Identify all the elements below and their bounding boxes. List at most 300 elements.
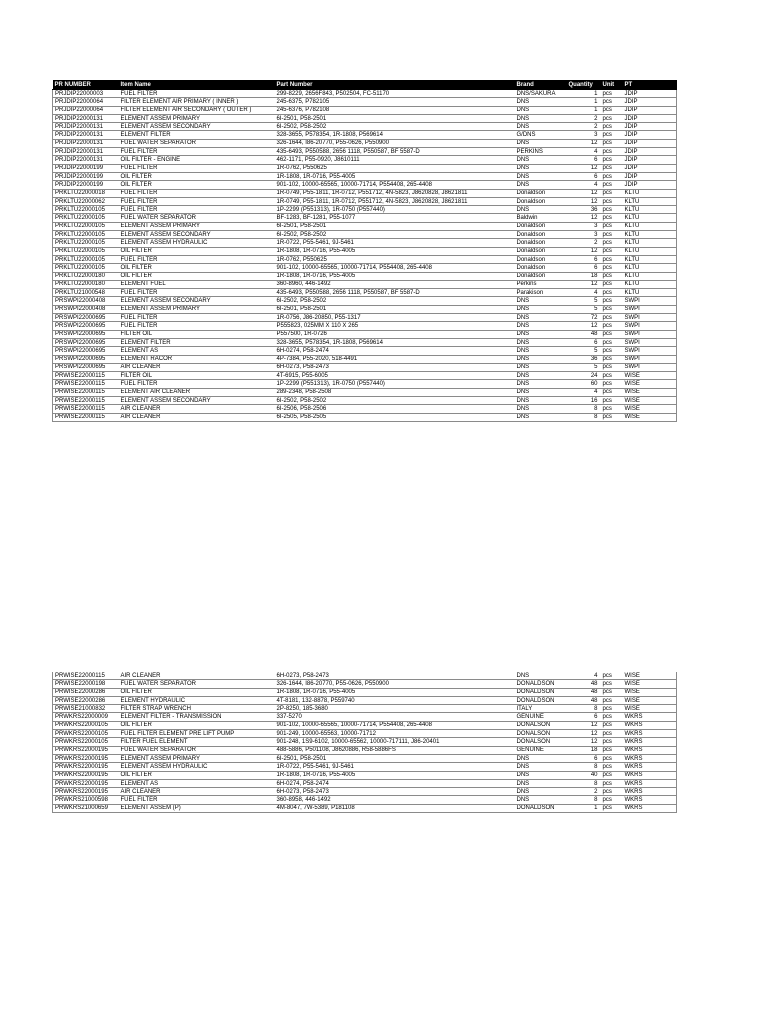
pt-cell: JDIP — [623, 106, 677, 114]
quantity-cell: 1 — [567, 804, 601, 812]
quantity-cell: 1 — [567, 90, 601, 98]
unit-cell: pcs — [601, 272, 623, 280]
unit-cell: pcs — [601, 788, 623, 796]
quantity-cell: 6 — [567, 338, 601, 346]
part-number-cell: 4T-8181, 132-8878, P559740 — [275, 696, 515, 704]
pt-cell: WKRS — [623, 779, 677, 787]
item-name-cell: ELEMENT ASSEM HYDRAULIC — [119, 763, 275, 771]
table-row — [53, 771, 677, 779]
table-row — [53, 222, 677, 230]
unit-cell: pcs — [601, 172, 623, 180]
brand-cell: DNS — [515, 314, 567, 322]
part-number-cell: 1R-0749, P55-1811, 1R-0712, P551712, 4N-5823, J8620828, J8621811 — [275, 189, 515, 197]
quantity-cell: 12 — [567, 197, 601, 205]
item-name-cell: FUEL FILTER — [119, 255, 275, 263]
table-row — [53, 197, 677, 205]
brand-cell: GENUINE — [515, 713, 567, 721]
unit-cell: pcs — [601, 804, 623, 812]
pt-cell: JDIP — [623, 156, 677, 164]
pr-number-cell: PRKLTU22000105 — [53, 264, 119, 272]
unit-cell: pcs — [601, 131, 623, 139]
item-name-cell: ELEMENT RACOR — [119, 355, 275, 363]
pr-number-cell: PRKLTU22000180 — [53, 272, 119, 280]
unit-cell: pcs — [601, 705, 623, 713]
pr-number-cell: PRJDIP22000064 — [53, 106, 119, 114]
pr-table-top — [52, 80, 677, 422]
table-row — [53, 779, 677, 787]
item-name-cell: ELEMENT AS — [119, 779, 275, 787]
brand-cell: DONALSON — [515, 730, 567, 738]
table-row — [53, 804, 677, 812]
unit-cell: pcs — [601, 197, 623, 205]
part-number-cell: 360-8960, 446-1492 — [275, 280, 515, 288]
table-row — [53, 347, 677, 355]
pt-cell: WKRS — [623, 754, 677, 762]
item-name-cell: FUEL WATER SEPARATOR — [119, 214, 275, 222]
quantity-cell: 12 — [567, 164, 601, 172]
pt-cell: KLTU — [623, 231, 677, 239]
item-name-cell: FILTER FUEL ELEMENT — [119, 738, 275, 746]
pr-number-cell: PRKLTU22000180 — [53, 280, 119, 288]
brand-cell: DONALSON — [515, 721, 567, 729]
brand-cell: DNS — [515, 305, 567, 313]
quantity-cell: 6 — [567, 713, 601, 721]
unit-cell: pcs — [601, 796, 623, 804]
table-row — [53, 164, 677, 172]
unit-cell: pcs — [601, 148, 623, 156]
table-row — [53, 788, 677, 796]
pt-cell: WISE — [623, 372, 677, 380]
pr-number-cell: PRSWPI22000408 — [53, 297, 119, 305]
brand-cell: Parakison — [515, 289, 567, 297]
pt-cell: KLTU — [623, 272, 677, 280]
part-number-cell: 245-6376, P782108 — [275, 106, 515, 114]
pt-cell: JDIP — [623, 98, 677, 106]
item-name-cell: ELEMENT FUEL — [119, 280, 275, 288]
brand-cell: Baldwin — [515, 214, 567, 222]
pt-cell: KLTU — [623, 289, 677, 297]
part-number-cell: 1P-2299 (P551313), 1R-0750 (P557440) — [275, 206, 515, 214]
quantity-cell: 8 — [567, 796, 601, 804]
item-name-cell: AIR CLEANER — [119, 405, 275, 413]
quantity-cell: 48 — [567, 680, 601, 688]
brand-cell: DNS/SAKURA — [515, 90, 567, 98]
quantity-cell: 72 — [567, 314, 601, 322]
col-item-name: Item Name — [119, 80, 275, 90]
part-number-cell: 289-2348, P58-2508 — [275, 388, 515, 396]
pt-cell: WISE — [623, 696, 677, 704]
part-number-cell: 1R-1808, 1R-0716, P55-4005 — [275, 247, 515, 255]
col-brand: Brand — [515, 80, 567, 90]
brand-cell: ITALY — [515, 705, 567, 713]
unit-cell: pcs — [601, 688, 623, 696]
part-number-cell: 1P-2299 (P551313), 1R-0750 (P557440) — [275, 380, 515, 388]
pt-cell: WKRS — [623, 746, 677, 754]
pr-number-cell: PRWISE22000115 — [53, 413, 119, 421]
table-row — [53, 139, 677, 147]
pr-number-cell: PRJDIP22000199 — [53, 181, 119, 189]
header-row — [53, 80, 677, 90]
unit-cell: pcs — [601, 264, 623, 272]
brand-cell: PERKINS — [515, 148, 567, 156]
pt-cell: WKRS — [623, 738, 677, 746]
quantity-cell: 3 — [567, 222, 601, 230]
pr-number-cell: PRWKRS22000105 — [53, 730, 119, 738]
quantity-cell: 6 — [567, 156, 601, 164]
quantity-cell: 48 — [567, 330, 601, 338]
quantity-cell: 5 — [567, 347, 601, 355]
quantity-cell: 1 — [567, 106, 601, 114]
unit-cell: pcs — [601, 672, 623, 680]
item-name-cell: FUEL WATER SEPARATOR — [119, 746, 275, 754]
part-number-cell: 1R-1808, 1R-0716, P55-4005 — [275, 272, 515, 280]
table-row — [53, 123, 677, 131]
part-number-cell: 2P-8250, 185-3680 — [275, 705, 515, 713]
quantity-cell: 12 — [567, 189, 601, 197]
brand-cell: DNS — [515, 796, 567, 804]
part-number-cell: 245-6375, P782105 — [275, 98, 515, 106]
pt-cell: WKRS — [623, 796, 677, 804]
brand-cell: GENUINE — [515, 746, 567, 754]
pr-number-cell: PRJDIP22000003 — [53, 90, 119, 98]
unit-cell: pcs — [601, 771, 623, 779]
unit-cell: pcs — [601, 222, 623, 230]
item-name-cell: ELEMENT AS — [119, 347, 275, 355]
item-name-cell: ELEMENT FILTER - TRANSMISSION — [119, 713, 275, 721]
quantity-cell: 8 — [567, 705, 601, 713]
part-number-cell: 360-8958, 446-1492 — [275, 796, 515, 804]
pr-number-cell: PRWKRS22000195 — [53, 779, 119, 787]
table-row — [53, 796, 677, 804]
unit-cell: pcs — [601, 405, 623, 413]
item-name-cell: OIL FILTER — [119, 181, 275, 189]
quantity-cell: 6 — [567, 172, 601, 180]
table-row — [53, 696, 677, 704]
quantity-cell: 24 — [567, 372, 601, 380]
item-name-cell: OIL FILTER — [119, 247, 275, 255]
pt-cell: JDIP — [623, 114, 677, 122]
pr-number-cell: PRSWPI22000695 — [53, 347, 119, 355]
item-name-cell: OIL FILTER - ENGINE — [119, 156, 275, 164]
brand-cell: DNS — [515, 156, 567, 164]
pr-number-cell: PRJDIP22000131 — [53, 114, 119, 122]
pr-number-cell: PRSWPI22000695 — [53, 355, 119, 363]
brand-cell: DONALDSON — [515, 804, 567, 812]
unit-cell: pcs — [601, 338, 623, 346]
part-number-cell: 1R-0756, J86-20850, P55-1317 — [275, 314, 515, 322]
pr-number-cell: PRWISE22000115 — [53, 405, 119, 413]
quantity-cell: 1 — [567, 98, 601, 106]
pr-number-cell: PRWISE22000286 — [53, 688, 119, 696]
brand-cell: DNS — [515, 754, 567, 762]
item-name-cell: ELEMENT ASSEM (P) — [119, 804, 275, 812]
unit-cell: pcs — [601, 763, 623, 771]
item-name-cell: FUEL FILTER ELEMENT PRE LIFT PUMP — [119, 730, 275, 738]
table-row — [53, 388, 677, 396]
table-row — [53, 106, 677, 114]
item-name-cell: OIL FILTER — [119, 771, 275, 779]
part-number-cell: 1R-0762, P550625 — [275, 255, 515, 263]
pt-cell: KLTU — [623, 197, 677, 205]
brand-cell: DNS — [515, 106, 567, 114]
part-number-cell: 6I-2502, P58-2502 — [275, 231, 515, 239]
pt-cell: JDIP — [623, 139, 677, 147]
unit-cell: pcs — [601, 363, 623, 371]
unit-cell: pcs — [601, 314, 623, 322]
quantity-cell: 6 — [567, 754, 601, 762]
part-number-cell: 901-249, 10000-65563, 10000-71712 — [275, 730, 515, 738]
brand-cell: DNS — [515, 322, 567, 330]
col-unit: Unit — [601, 80, 623, 90]
quantity-cell: 5 — [567, 297, 601, 305]
brand-cell: Donaldson — [515, 222, 567, 230]
pr-number-cell: PRWISE22000115 — [53, 380, 119, 388]
table-row — [53, 746, 677, 754]
brand-cell: Donaldson — [515, 272, 567, 280]
pt-cell: SWPI — [623, 305, 677, 313]
brand-cell: DNS — [515, 363, 567, 371]
part-number-cell: 326-1644, I86-20770, P55-0626, P550900 — [275, 139, 515, 147]
pr-number-cell: PRWKRS22000105 — [53, 738, 119, 746]
pr-number-cell: PRSWPI22000695 — [53, 330, 119, 338]
part-number-cell: 6I-2505, P58-2505 — [275, 413, 515, 421]
quantity-cell: 5 — [567, 305, 601, 313]
unit-cell: pcs — [601, 330, 623, 338]
item-name-cell: FUEL FILTER — [119, 796, 275, 804]
part-number-cell: 1R-0722, P55-5461, 9J-5461 — [275, 239, 515, 247]
table-row — [53, 680, 677, 688]
pr-number-cell: PRJDIP22000131 — [53, 131, 119, 139]
pr-number-cell: PRSWPI22000695 — [53, 314, 119, 322]
table-row — [53, 206, 677, 214]
brand-cell: DNS — [515, 297, 567, 305]
part-number-cell: 901-102, 10000-65565, 10000-71714, P554408, 265-4408 — [275, 721, 515, 729]
unit-cell: pcs — [601, 696, 623, 704]
pt-cell: SWPI — [623, 338, 677, 346]
brand-cell: DNS — [515, 139, 567, 147]
brand-cell: DNS — [515, 788, 567, 796]
table-row — [53, 372, 677, 380]
item-name-cell: AIR CLEANER — [119, 413, 275, 421]
part-number-cell: 901-102, 10000-65565, 10000-71714, P554408, 265-4408 — [275, 181, 515, 189]
table-row — [53, 405, 677, 413]
brand-cell: DNS — [515, 114, 567, 122]
pt-cell: WISE — [623, 388, 677, 396]
part-number-cell: 299-8229, 2656F843, P502504, FC-51170 — [275, 90, 515, 98]
pt-cell: WISE — [623, 705, 677, 713]
pr-number-cell: PRWISE22000115 — [53, 372, 119, 380]
pr-number-cell: PRSWPI22000695 — [53, 338, 119, 346]
pt-cell: WISE — [623, 680, 677, 688]
item-name-cell: ELEMENT ASSEM SECONDARY — [119, 123, 275, 131]
brand-cell: DNS — [515, 771, 567, 779]
pr-number-cell: PRWKRS22000195 — [53, 788, 119, 796]
part-number-cell: 6I-2502, P58-2502 — [275, 297, 515, 305]
pt-cell: SWPI — [623, 297, 677, 305]
unit-cell: pcs — [601, 156, 623, 164]
brand-cell: DNS — [515, 413, 567, 421]
item-name-cell: OIL FILTER — [119, 688, 275, 696]
item-name-cell: ELEMENT HYDRAULIC — [119, 696, 275, 704]
unit-cell: pcs — [601, 189, 623, 197]
unit-cell: pcs — [601, 206, 623, 214]
pt-cell: KLTU — [623, 189, 677, 197]
part-number-cell: 4M-8047, 7W-5389, P181108 — [275, 804, 515, 812]
quantity-cell: 4 — [567, 388, 601, 396]
brand-cell: DNS — [515, 347, 567, 355]
quantity-cell: 5 — [567, 363, 601, 371]
pt-cell: WKRS — [623, 721, 677, 729]
brand-cell: DNS — [515, 380, 567, 388]
pr-number-cell: PRWISE22000198 — [53, 680, 119, 688]
quantity-cell: 12 — [567, 214, 601, 222]
unit-cell: pcs — [601, 98, 623, 106]
pt-cell: JDIP — [623, 123, 677, 131]
quantity-cell: 2 — [567, 239, 601, 247]
pt-cell: WKRS — [623, 771, 677, 779]
quantity-cell: 12 — [567, 322, 601, 330]
unit-cell: pcs — [601, 247, 623, 255]
pr-number-cell: PRWKRS22000195 — [53, 746, 119, 754]
quantity-cell: 16 — [567, 396, 601, 404]
item-name-cell: OIL FILTER — [119, 721, 275, 729]
pr-number-cell: PRWKRS21000598 — [53, 796, 119, 804]
unit-cell: pcs — [601, 297, 623, 305]
part-number-cell: 6I-2501, P58-2501 — [275, 222, 515, 230]
brand-cell: DONALDSON — [515, 696, 567, 704]
part-number-cell: 1R-0749, P55-1811, 1R-0712, P551712, 4N-5823, J8620828, J8621811 — [275, 197, 515, 205]
unit-cell: pcs — [601, 738, 623, 746]
quantity-cell: 8 — [567, 779, 601, 787]
quantity-cell: 12 — [567, 738, 601, 746]
pt-cell: SWPI — [623, 330, 677, 338]
brand-cell: Donaldson — [515, 255, 567, 263]
item-name-cell: ELEMENT ASSEM PRIMARY — [119, 222, 275, 230]
part-number-cell: 435-6493, P550588, 2656 1118, P550587, BF 5587-D — [275, 289, 515, 297]
unit-cell: pcs — [601, 730, 623, 738]
pr-number-cell: PRJDIP22000131 — [53, 123, 119, 131]
col-part-number: Part Number — [275, 80, 515, 90]
pr-number-cell: PRKLTU21000548 — [53, 289, 119, 297]
pt-cell: WISE — [623, 396, 677, 404]
unit-cell: pcs — [601, 305, 623, 313]
item-name-cell: FUEL FILTER — [119, 90, 275, 98]
table-row — [53, 763, 677, 771]
quantity-cell: 6 — [567, 264, 601, 272]
pr-number-cell: PRKLTU22000105 — [53, 247, 119, 255]
quantity-cell: 48 — [567, 696, 601, 704]
quantity-cell: 60 — [567, 380, 601, 388]
item-name-cell: FILTER OIL — [119, 330, 275, 338]
unit-cell: pcs — [601, 713, 623, 721]
table-row — [53, 90, 677, 98]
pt-cell: SWPI — [623, 355, 677, 363]
brand-cell: DNS — [515, 330, 567, 338]
brand-cell: DNS — [515, 372, 567, 380]
item-name-cell: ELEMENT ASSEM PRIMARY — [119, 114, 275, 122]
part-number-cell: 1R-1808, 1R-0716, P55-4005 — [275, 771, 515, 779]
table-row — [53, 738, 677, 746]
table-row — [53, 231, 677, 239]
brand-cell: Perkins — [515, 280, 567, 288]
item-name-cell: FILTER STRAP WRENCH — [119, 705, 275, 713]
item-name-cell: OIL FILTER — [119, 172, 275, 180]
part-number-cell: 4T-6915, P55-6005 — [275, 372, 515, 380]
item-name-cell: ELEMENT ASSEM SECONDARY — [119, 297, 275, 305]
quantity-cell: 4 — [567, 672, 601, 680]
item-name-cell: AIR CLEANER — [119, 788, 275, 796]
item-name-cell: ELEMENT ASSEM SECONDARY — [119, 396, 275, 404]
item-name-cell: FUEL FILTER — [119, 148, 275, 156]
unit-cell: pcs — [601, 239, 623, 247]
item-name-cell: FUEL FILTER — [119, 197, 275, 205]
table-row — [53, 189, 677, 197]
brand-cell: Donaldson — [515, 239, 567, 247]
item-name-cell: ELEMENT ASSEM HYDRAULIC — [119, 239, 275, 247]
item-name-cell: ELEMENT ASSEM PRIMARY — [119, 305, 275, 313]
pr-number-cell: PRSWPI22000408 — [53, 305, 119, 313]
quantity-cell: 18 — [567, 746, 601, 754]
item-name-cell: FUEL FILTER — [119, 322, 275, 330]
table-row — [53, 322, 677, 330]
item-name-cell: FILTER ELEMENT AIR PRIMARY ( INNER ) — [119, 98, 275, 106]
table-row — [53, 297, 677, 305]
brand-cell: DNS — [515, 405, 567, 413]
table-row — [53, 255, 677, 263]
unit-cell: pcs — [601, 380, 623, 388]
item-name-cell: FUEL FILTER — [119, 289, 275, 297]
pt-cell: JDIP — [623, 90, 677, 98]
pt-cell: WISE — [623, 405, 677, 413]
pt-cell: WISE — [623, 380, 677, 388]
quantity-cell: 3 — [567, 131, 601, 139]
pt-cell: WKRS — [623, 730, 677, 738]
unit-cell: pcs — [601, 347, 623, 355]
quantity-cell: 12 — [567, 139, 601, 147]
quantity-cell: 12 — [567, 730, 601, 738]
part-number-cell: 1R-1808, 1R-0716, P55-4005 — [275, 688, 515, 696]
unit-cell: pcs — [601, 164, 623, 172]
table-row — [53, 305, 677, 313]
pr-number-cell: PRJDIP22000131 — [53, 139, 119, 147]
table-row — [53, 705, 677, 713]
pt-cell: JDIP — [623, 164, 677, 172]
brand-cell: Donaldson — [515, 231, 567, 239]
part-number-cell: 6I-2506, P58-2506 — [275, 405, 515, 413]
unit-cell: pcs — [601, 289, 623, 297]
pr-number-cell: PRKLTU22000105 — [53, 214, 119, 222]
table-row — [53, 314, 677, 322]
quantity-cell: 4 — [567, 181, 601, 189]
item-name-cell: OIL FILTER — [119, 272, 275, 280]
part-number-cell: 1R-0762, P550625 — [275, 164, 515, 172]
item-name-cell: FUEL FILTER — [119, 164, 275, 172]
quantity-cell: 18 — [567, 272, 601, 280]
unit-cell: pcs — [601, 779, 623, 787]
table-row — [53, 156, 677, 164]
pr-number-cell: PRWKRS22000195 — [53, 771, 119, 779]
pr-number-cell: PRWISE21000832 — [53, 705, 119, 713]
unit-cell: pcs — [601, 255, 623, 263]
pt-cell: KLTU — [623, 222, 677, 230]
pr-number-cell: PRWKRS21000659 — [53, 804, 119, 812]
table-row — [53, 721, 677, 729]
brand-cell: DONALDSON — [515, 680, 567, 688]
part-number-cell: 901-102, 10000-65565, 10000-71714, P554408, 265-4408 — [275, 264, 515, 272]
quantity-cell: 8 — [567, 763, 601, 771]
unit-cell: pcs — [601, 355, 623, 363]
table-row — [53, 672, 677, 680]
